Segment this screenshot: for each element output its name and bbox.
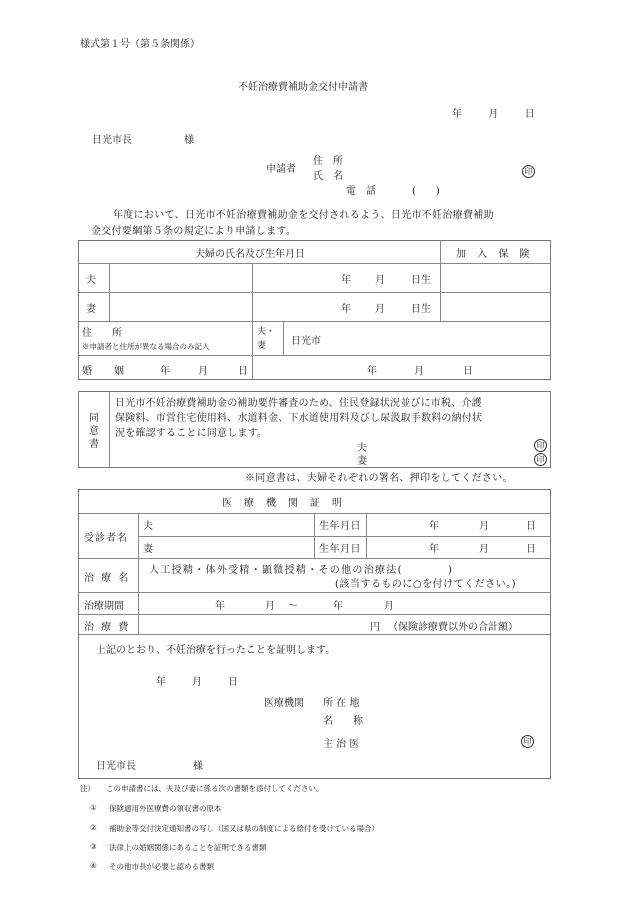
marriage-day: 日 (463, 366, 473, 377)
date-year: 年 (452, 109, 462, 120)
divider (78, 321, 551, 322)
consent-wife-signature[interactable] (375, 451, 525, 463)
patient-wife-dob-year: 年 (429, 544, 439, 555)
divider (366, 513, 367, 558)
husband-name-field[interactable] (111, 265, 250, 290)
divider (78, 558, 551, 559)
patient-wife-dob-label: 生年月日 (319, 544, 361, 555)
cert-date-year: 年 (156, 677, 166, 688)
husband-dob-day: 日生 (411, 275, 431, 286)
marriage-label-1: 婚 (82, 366, 92, 377)
institution-label: 医療機関 (264, 698, 304, 709)
medical-addressee-honorific: 様 (193, 761, 203, 772)
patient-husband-label: 夫 (143, 521, 153, 532)
cert-date-month: 月 (192, 677, 202, 688)
consent-label-3: 書 (89, 439, 99, 450)
patient-wife-dob-month: 月 (479, 544, 489, 555)
consent-line-3: 況を確認することに同意します。 (115, 428, 268, 439)
address-who-1: 夫・ (257, 327, 276, 337)
husband-dob-month: 月 (375, 275, 385, 286)
consent-note: ※同意書は、夫婦それぞれの署名、押印をしてください。 (245, 473, 513, 484)
marriage-label-4: 月 (198, 366, 208, 377)
period-tilde: ～ (288, 601, 298, 612)
seal-icon: 印 (521, 735, 534, 748)
consent-husband-label: 夫 (357, 443, 367, 454)
applicant-address-label: 住 所 (313, 156, 343, 167)
form-number: 様式第１号（第５条関係） (80, 39, 200, 50)
period-end-month: 月 (384, 601, 394, 612)
wife-dob-day: 日生 (411, 304, 431, 315)
patient-wife-name-field[interactable] (160, 538, 310, 556)
period-end-year: 年 (333, 601, 343, 612)
consent-label-1: 同 (89, 413, 99, 424)
treatment-note: (該当するものに○を付けてください。) (335, 579, 517, 590)
husband-dob-year: 年 (341, 275, 351, 286)
note-num-3: ③ (90, 842, 97, 851)
medical-title: 医 療 機 関 証 明 (222, 498, 343, 509)
marriage-month: 月 (414, 366, 424, 377)
period-start-year: 年 (215, 601, 225, 612)
intro-line-2: 金交付要綱第５条の規定により申請します。 (91, 226, 297, 237)
form-title: 不妊治療費補助金交付申請書 (238, 82, 368, 93)
patient-husband-dob-day: 日 (526, 521, 536, 532)
address-city: 日光市 (291, 336, 321, 347)
marriage-label-3: 年 (160, 366, 170, 377)
marriage-label-2: 姻 (114, 366, 124, 377)
seal-icon: 印 (534, 453, 547, 466)
cert-date-day: 日 (228, 677, 238, 688)
notes-label: 注） (80, 784, 95, 793)
address-label: 住 所 (82, 328, 122, 339)
addressee-name: 日光市長 (92, 135, 132, 146)
note-num-1: ① (90, 803, 97, 812)
husband-insurance-field[interactable] (442, 265, 549, 290)
divider (314, 513, 315, 558)
address-field[interactable] (325, 325, 547, 351)
doctor-name-field[interactable] (380, 733, 510, 747)
period-start-month: 月 (265, 601, 275, 612)
date-month: 月 (488, 109, 499, 120)
patient-wife-dob-day: 日 (526, 544, 536, 555)
seal-icon: 印 (534, 439, 547, 452)
divider (138, 536, 551, 537)
divider (109, 391, 110, 468)
medical-addressee-name: 日光市長 (96, 761, 136, 772)
patient-husband-dob-label: 生年月日 (319, 521, 361, 532)
divider (283, 321, 284, 355)
address-who-2: 妻 (257, 341, 267, 351)
cost-amount-field[interactable] (145, 616, 365, 632)
treatment-label: 治 療 名 (84, 573, 131, 584)
wife-insurance-field[interactable] (442, 294, 549, 319)
addressee-honorific: 様 (184, 135, 194, 146)
date-day: 日 (524, 109, 535, 120)
marriage-year: 年 (367, 366, 377, 377)
divider (78, 292, 551, 293)
divider (252, 263, 253, 380)
address-note: ※申請者と住所が異なる場合のみ記入 (82, 342, 210, 351)
applicant-label: 申請者 (266, 164, 296, 175)
couple-header-insurance: 加 入 保 険 (456, 249, 534, 260)
marriage-label-5: 日 (238, 366, 248, 377)
note-text-4: その他市長が必要と認める書類 (109, 862, 214, 871)
applicant-phone-label: 電 話 (346, 186, 376, 197)
cost-unit: 円 (370, 622, 380, 633)
applicant-name-field[interactable] (355, 165, 505, 179)
consent-line-1: 日光市不妊治療費補助金の補助要件審査のため、住民登録状況並びに市税、介護 (115, 398, 482, 409)
certify-text: 上記のとおり、不妊治療を行ったことを証明します。 (96, 645, 336, 656)
application-date (452, 105, 535, 120)
patient-husband-dob-month: 月 (479, 521, 489, 532)
consent-husband-signature[interactable] (375, 438, 525, 450)
note-text-2: 補助金等交付決定通知書の写し（国又は県の制度による給付を受けている場合） (109, 824, 379, 833)
institution-location-field[interactable] (380, 692, 540, 706)
institution-name-field[interactable] (380, 710, 540, 724)
applicant-address-field[interactable] (355, 150, 545, 164)
cost-note: （保険診療費以外の合計額） (388, 622, 518, 633)
divider (78, 592, 551, 593)
applicant-phone-field[interactable]: ( ) (412, 186, 440, 197)
note-num-4: ④ (90, 861, 97, 870)
period-label: 治療期間 (84, 601, 124, 612)
wife-dob-month: 月 (375, 304, 385, 315)
wife-name-field[interactable] (111, 294, 250, 319)
doctor-label: 主 治 医 (323, 739, 360, 750)
divider (440, 240, 441, 321)
wife-label: 妻 (86, 304, 96, 315)
institution-name-label: 名 称 (323, 716, 363, 727)
applicant-name-label: 氏 名 (313, 171, 343, 182)
patient-husband-name-field[interactable] (160, 515, 310, 534)
wife-dob-year: 年 (341, 304, 351, 315)
divider (78, 634, 551, 635)
divider (78, 614, 551, 615)
note-text-3: 法律上の婚姻関係にあることを証明できる書類 (109, 843, 267, 852)
divider (78, 355, 551, 356)
note-num-2: ② (90, 823, 97, 832)
consent-line-2: 保険料、市営住宅使用料、水道料金、下水道使用料及びし尿汲取手数料の納付状 (115, 413, 483, 424)
couple-header-names: 夫婦の氏名及び生年月日 (195, 249, 305, 260)
divider (78, 263, 551, 264)
notes-intro: この申請書には、夫及び妻に係る次の書類を添付してください。 (106, 784, 324, 793)
consent-wife-label: 妻 (357, 456, 367, 467)
divider (138, 513, 139, 634)
patient-label: 受診者名 (84, 533, 128, 544)
consent-label-2: 意 (89, 426, 99, 437)
seal-icon: 印 (522, 165, 535, 178)
patient-husband-dob-year: 年 (429, 521, 439, 532)
husband-label: 夫 (86, 275, 96, 286)
note-text-1: 保険適用外医療費の領収書の原本 (109, 804, 222, 813)
treatment-options[interactable]: 人工授精・体外受精・顕微授精・その他の治療法( ) (149, 565, 454, 576)
institution-location-label: 所 在 地 (323, 698, 360, 709)
intro-line-1: 年度において、日光市不妊治療費補助金を交付されるよう、日光市不妊治療費補助 (113, 210, 494, 221)
patient-wife-label: 妻 (143, 544, 153, 555)
divider (109, 263, 110, 321)
cost-label: 治 療 費 (84, 622, 131, 633)
